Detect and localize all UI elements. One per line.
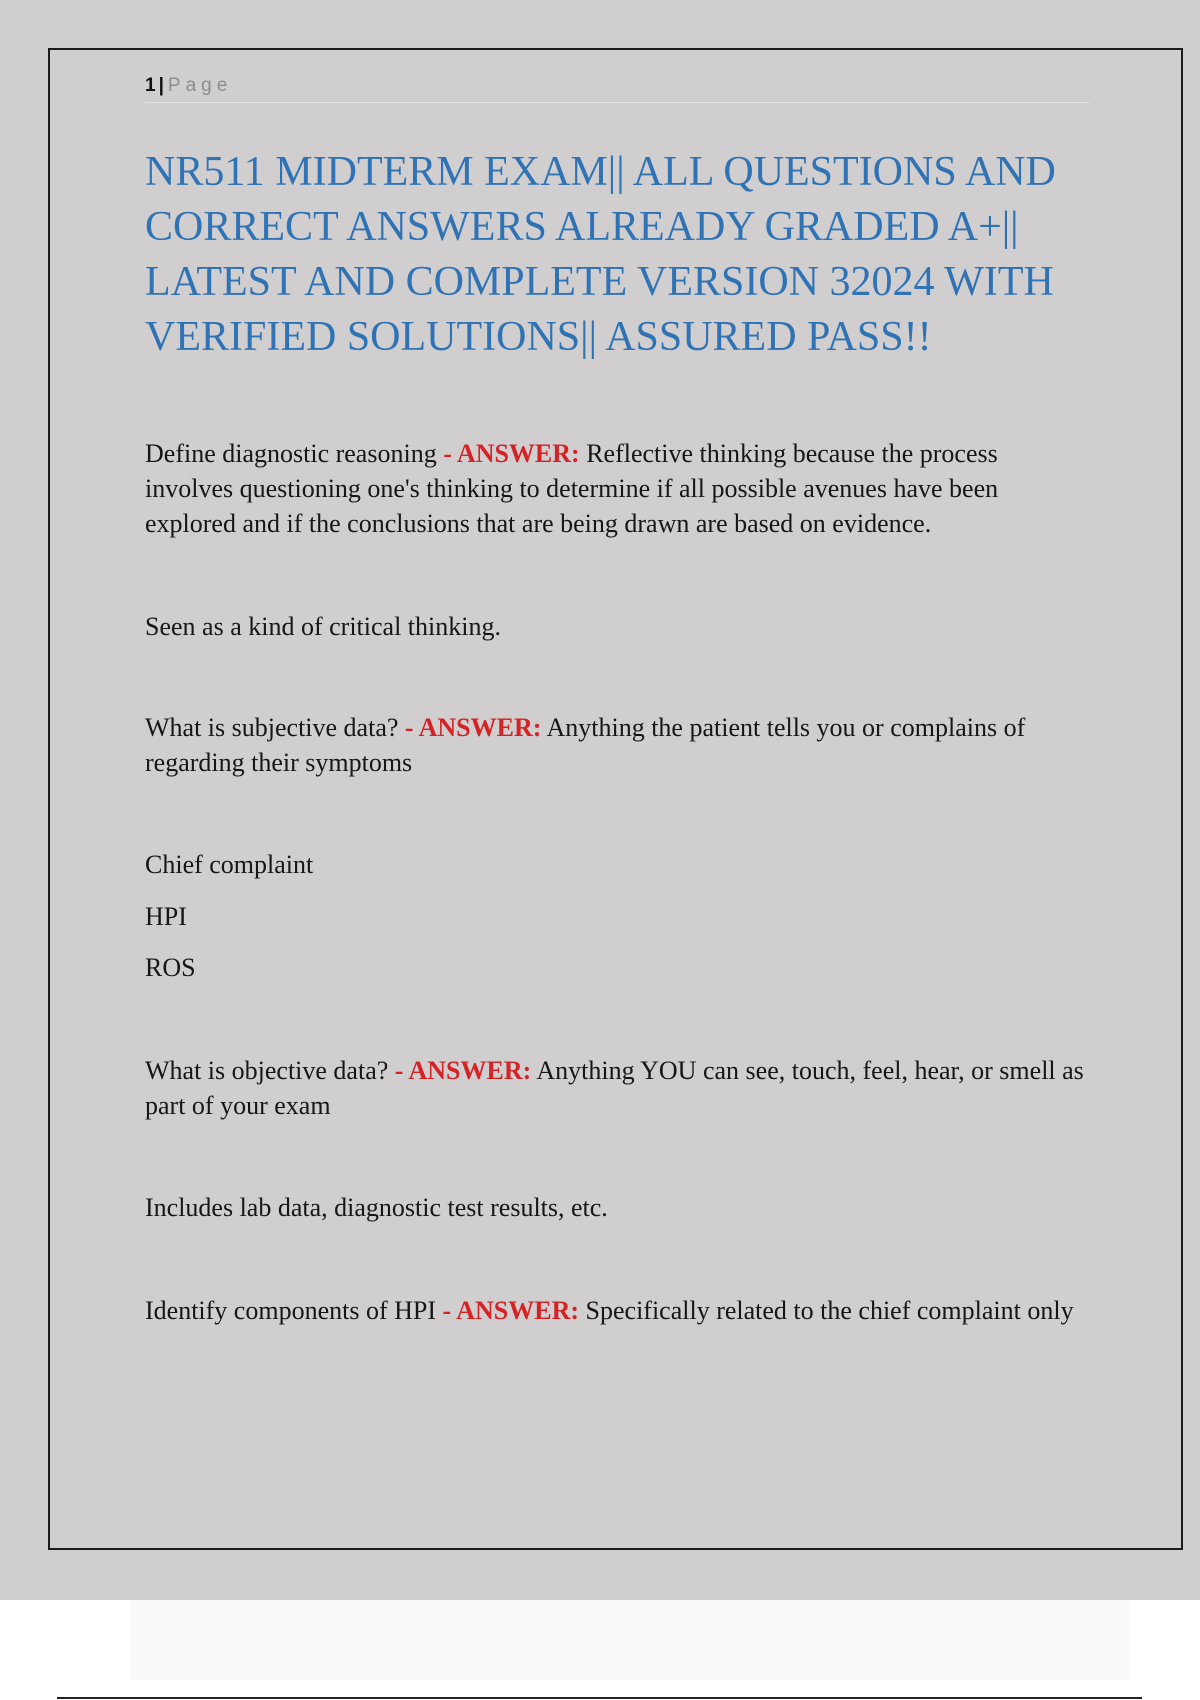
list-item-chief-complaint: Chief complaint [145,850,314,879]
list-item-ros: ROS [145,953,196,982]
answer-text: Reflective thinking because the process involves questioning one's thinking to determine if all possible avenues have been explored and if the conclusions that are being drawn are based on evidence. [145,439,999,538]
answer-tag: - ANSWER: [394,1056,532,1085]
answer-text: Anything the patient tells you or complains of regarding their symptoms [145,713,1026,777]
page-number: 1 [145,75,156,96]
next-page-preview [130,1600,1130,1680]
qa-item-diagnostic-reasoning [145,436,1090,541]
question-text: What is objective data? [145,1056,395,1085]
question-text: What is subjective data? [145,713,405,742]
page-separator: | [158,75,164,96]
qa-item-subjective-data [145,710,1090,780]
note-critical-thinking: Seen as a kind of critical thinking. [145,612,501,641]
document-title: NR511 MIDTERM EXAM|| ALL QUESTIONS AND CORRECT ANSWERS ALREADY GRADED A+|| LATEST AND COMPLETE VERSION 32024 WITH VERIFIED SOLUTIONS|| ASSURED PASS!! [145,149,1056,360]
qa-item-objective-data [145,1053,1090,1123]
question-text: Identify components of HPI [145,1296,443,1325]
qa-item-hpi-components [145,1293,1090,1328]
list-item-hpi: HPI [145,902,187,931]
note-lab-data: Includes lab data, diagnostic test results, etc. [145,1193,608,1222]
page-label: Page [167,75,233,96]
answer-tag: - ANSWER: [404,713,542,742]
question-text: Define diagnostic reasoning [145,439,444,468]
bottom-divider [57,1697,1142,1699]
answer-text: Anything YOU can see, touch, feel, hear, or smell as part of your exam [145,1056,1084,1120]
answer-tag: - ANSWER: [443,439,580,468]
page-header [145,74,1090,103]
answer-tag: - ANSWER: [442,1296,580,1325]
answer-text: Specifically related to the chief complaint only [579,1296,1074,1325]
